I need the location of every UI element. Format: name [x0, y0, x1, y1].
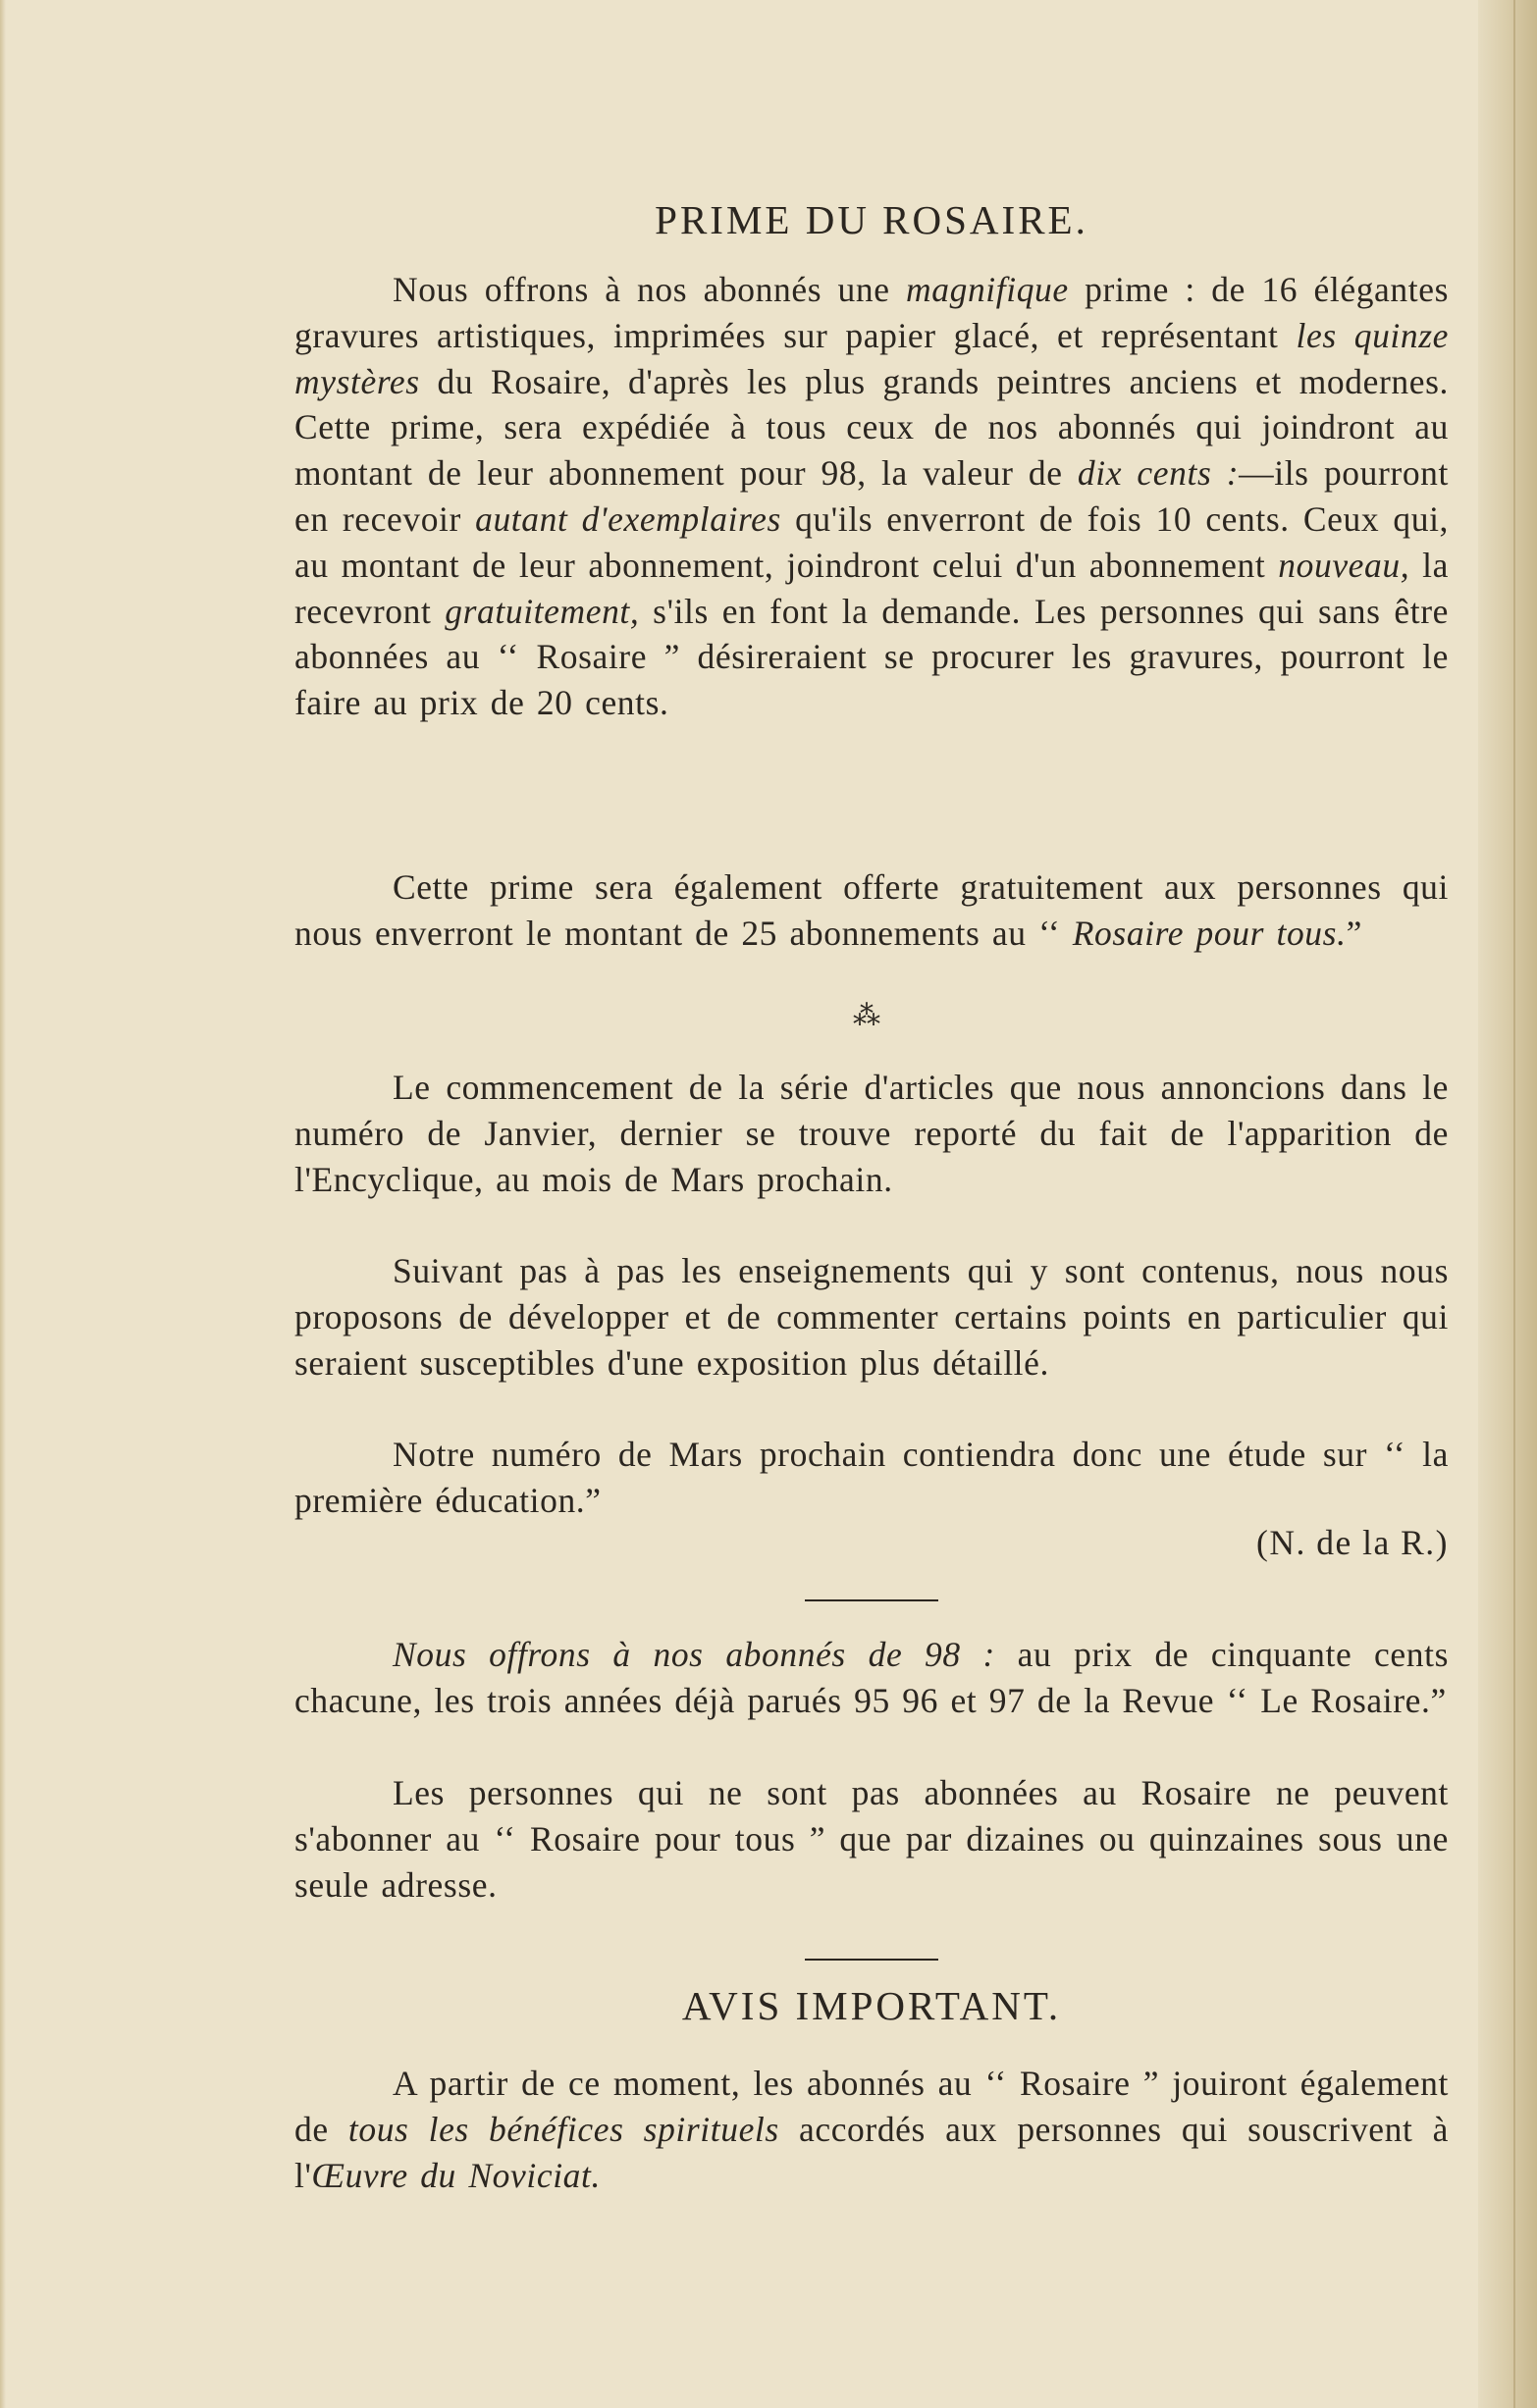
italic-run: autant d'exemplaires [475, 498, 781, 539]
editor-signature: (N. de la R.) [1256, 1523, 1449, 1562]
text-run: A partir de ce moment, les abonnés au ‘‘ Rosaire ” jouiront également de [294, 2064, 1449, 2149]
asterism-separator: ⁂ [853, 1001, 890, 1031]
text-run: la recevront [294, 545, 1449, 631]
text-run: accordés aux personnes qui souscrivent à l' [294, 2109, 1449, 2195]
italic-run: magnifique [906, 270, 1069, 309]
section-divider-rule [805, 1599, 938, 1601]
text-run: au prix de cinquante cents chacune, les trois années déjà parués 95 96 et 97 de la Revue ‘‘ Le Rosaire.” [294, 1635, 1449, 1720]
italic-run: Nous offrons à nos abonnés de 98 : [393, 1635, 995, 1674]
paragraph-next-issue: Notre numéro de Mars prochain contiendra donc une étude sur ‘‘ la première éducation.” [294, 1435, 1449, 1520]
heading-avis-important: AVIS IMPORTANT. [681, 1983, 1062, 2028]
italic-run: Rosaire pour tous. [1072, 913, 1347, 953]
page-gutter-shade [1478, 0, 1537, 2408]
paragraph-spiritual-benefits [294, 2061, 1449, 2198]
text-run: ” [1346, 913, 1362, 953]
paragraph-encyclical-commentary: Suivant pas à pas les enseignements qui y sont contenus, nous nous proposons de développer et de commenter certains points en particulier qui seraient susceptibles d'une exposition plus détaillé. [294, 1251, 1449, 1383]
italic-run: gratuitement, [445, 591, 640, 631]
text-run: qu'ils enverront de fois 10 cents. Ceux qui, au montant de leur abonnement, joindront celui d'un abonnement [294, 498, 1450, 585]
italic-run: Œuvre du Noviciat. [311, 2155, 601, 2195]
paragraph-back-issues-offer [294, 1632, 1449, 1724]
page-left-edge [0, 0, 6, 2408]
text-run: du Rosaire, d'après les plus grands peintres anciens et modernes. Cette prime, sera expédiée à tous ceux de nos abonnés qui joindront au montant de leur abonnement pour 98, la valeur de [294, 361, 1449, 494]
heading-prime-du-rosaire: PRIME DU ROSAIRE. [655, 197, 1088, 242]
paragraph-prime-offer [294, 267, 1449, 726]
section-divider-rule [805, 1959, 938, 1961]
text-run: prime : de 16 élégantes gravures artistiques, imprimées sur papier glacé, et représentant [294, 270, 1449, 355]
paragraph-subscription-rules: Les personnes qui ne sont pas abonnées au Rosaire ne peuvent s'abonner au ‘‘ Rosaire pour tous ” que par dizaines ou quinzaines sous une seule adresse. [294, 1773, 1449, 1905]
text-run: s'ils en font la demande. Les personnes qui sans être abonnées au ‘‘ Rosaire ” désireraient se procurer les gravures, pourront le faire au prix de 20 cents. [294, 591, 1449, 723]
italic-run: dix cents : [1077, 453, 1240, 494]
text-run: —ils pourront en recevoir [294, 453, 1449, 539]
italic-run: nouveau, [1278, 545, 1410, 585]
paragraph-series-postponed: Le commencement de la série d'articles que nous annoncions dans le numéro de Janvier, dernier se trouve reporté du fait de l'apparition de l'Encyclique, au mois de Mars prochain. [294, 1068, 1449, 1199]
text-run: Cette prime sera également offerte gratuitement aux personnes qui nous enverront le montant de 25 abonnements au ‘‘ [294, 867, 1449, 953]
text-run: Nous offrons à nos abonnés une [393, 270, 907, 309]
paragraph-prime-offer-subscriptions [294, 864, 1449, 957]
italic-run: les quinze mystères [294, 315, 1450, 401]
page-edge-line [1513, 0, 1515, 2408]
italic-run: tous les bénéfices spirituels [347, 2109, 779, 2149]
